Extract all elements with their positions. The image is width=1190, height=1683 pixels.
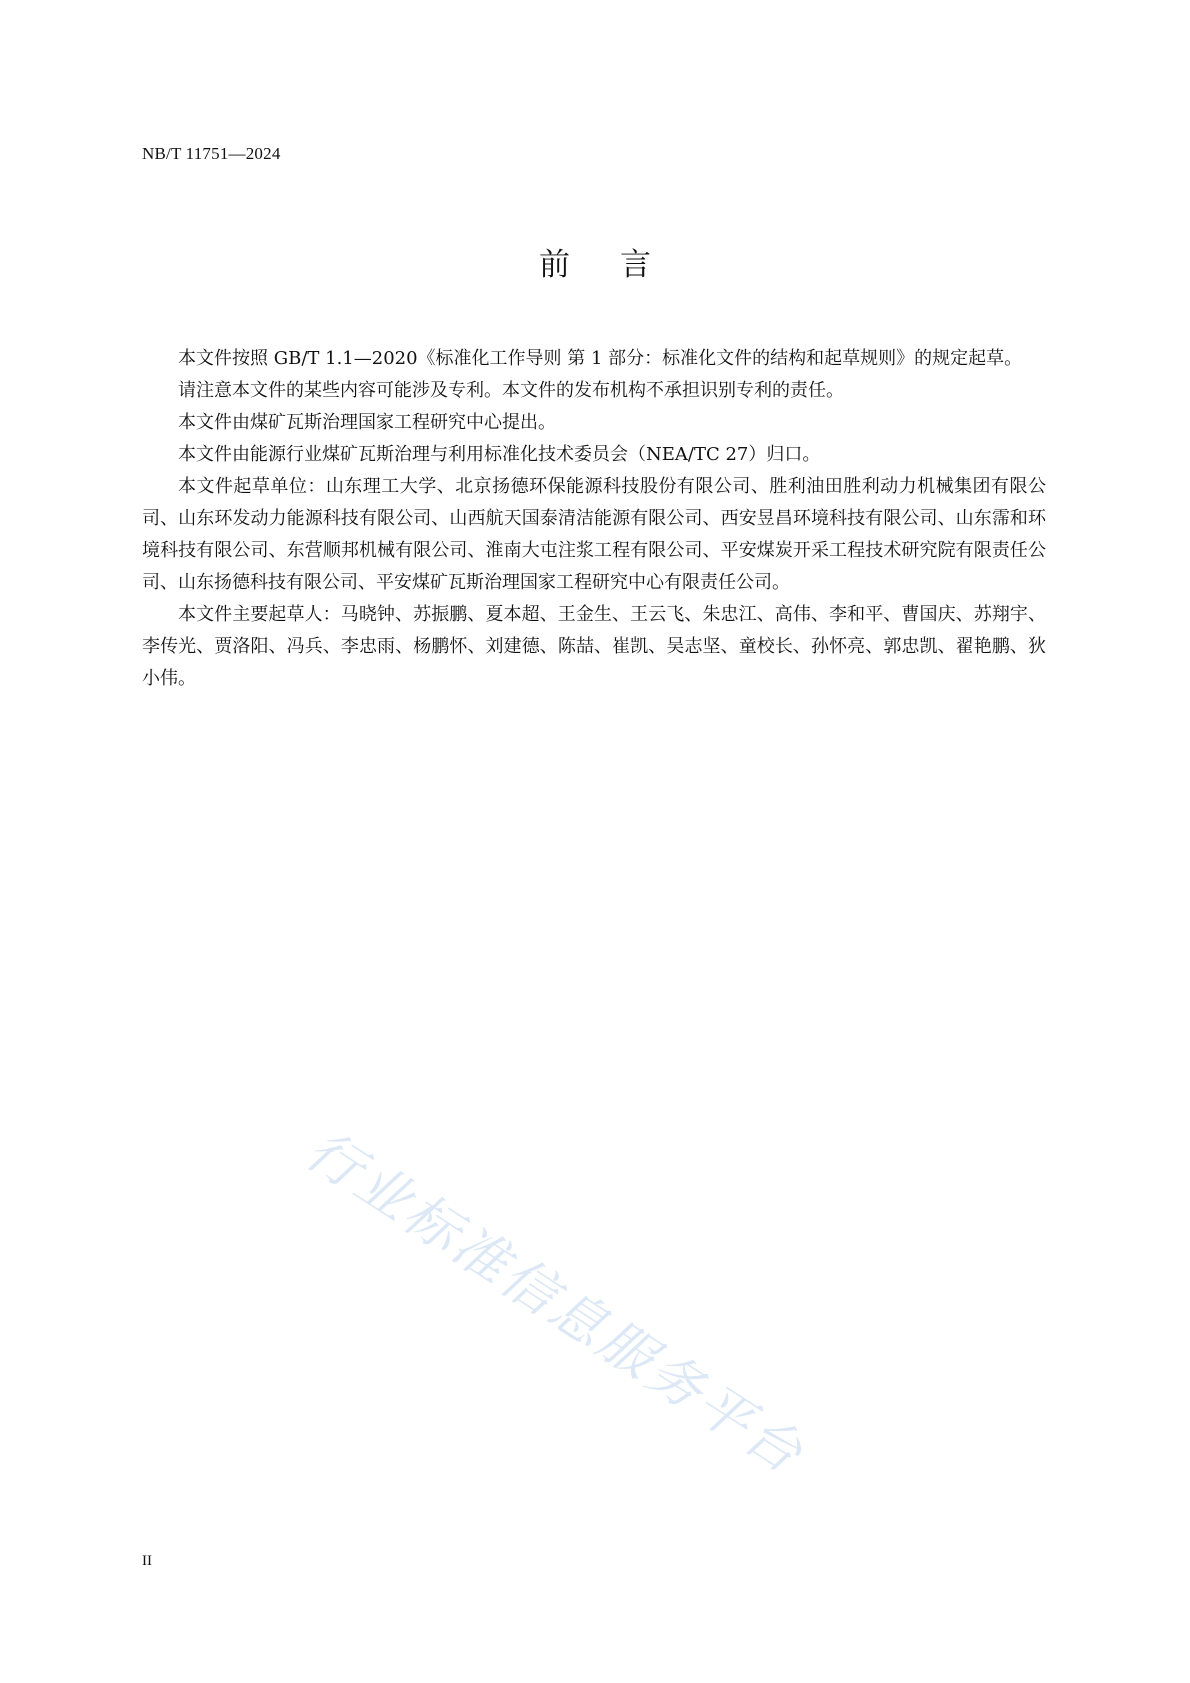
paragraph-patent-notice: 请注意本文件的某些内容可能涉及专利。本文件的发布机构不承担识别专利的责任。 <box>178 380 844 401</box>
standard-number: NB/T 11751—2024 <box>142 144 281 163</box>
page-title: 前言 <box>539 247 701 283</box>
preface-body <box>142 343 1046 695</box>
page-number: II <box>142 1553 152 1569</box>
paragraph-drafters: 本文件主要起草人：马晓钟、苏振鹏、夏本超、王金生、王云飞、朱忠江、高伟、李和平、曹国庆、苏翔宇、李传光、贾洛阳、冯兵、李忠雨、杨鹏怀、刘建德、陈喆、崔凯、吴志坚、童校长、孙怀亮、郭忠凯、翟艳鹏、狄小伟。 <box>142 604 1046 689</box>
watermark: 行业标准信息服务平台 <box>295 1118 816 1487</box>
paragraph-committee: 本文件由能源行业煤矿瓦斯治理与利用标准化技术委员会（NEA/TC 27）归口。 <box>178 444 821 465</box>
paragraph-drafting-rules: 本文件按照 GB/T 1.1—2020《标准化工作导则 第 1 部分：标准化文件的结构和起草规则》的规定起草。 <box>178 348 1023 369</box>
paragraph-proposer: 本文件由煤矿瓦斯治理国家工程研究中心提出。 <box>178 412 556 433</box>
paragraph-drafting-units: 本文件起草单位：山东理工大学、北京扬德环保能源科技股份有限公司、胜利油田胜利动力机械集团有限公司、山东环发动力能源科技有限公司、山西航天国泰清洁能源有限公司、西安昱昌环境科技有限公司、山东霈和环境科技有限公司、东营顺邦机械有限公司、淮南大屯注浆工程有限公司、平安煤炭开采工程技术研究院有限责任公司、山东扬德科技有限公司、平安煤矿瓦斯治理国家工程研究中心有限责任公司。 <box>142 476 1046 593</box>
